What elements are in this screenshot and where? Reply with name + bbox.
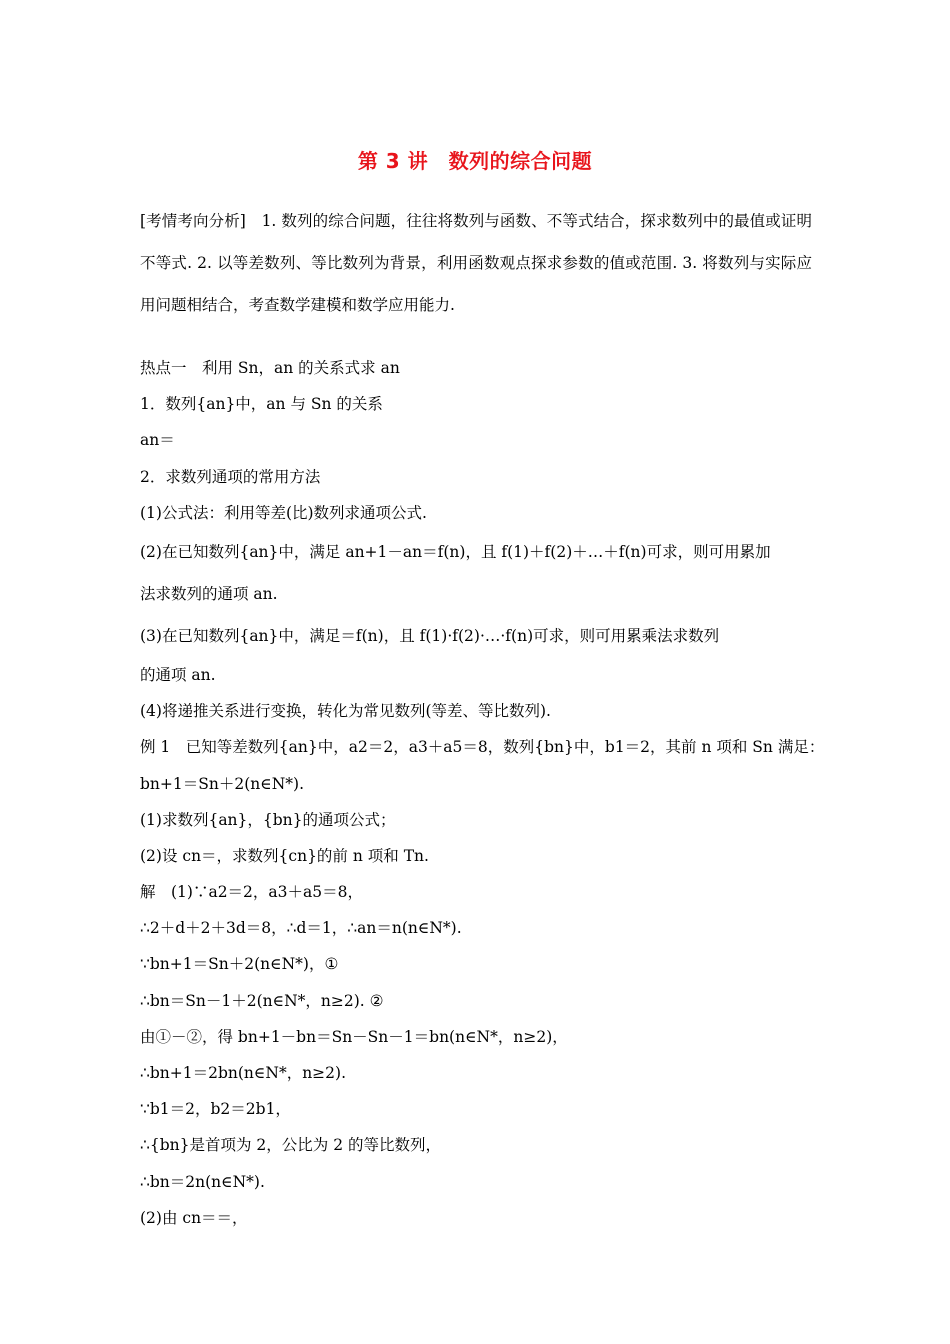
- page-title: 第 3 讲 数列的综合问题: [357, 149, 593, 173]
- text-line: (2)在已知数列{an}中，满足 an+1－an＝f(n)，且 f(1)＋f(2)＋…＋f(n)可求，则可用累加: [140, 542, 771, 561]
- formula-line: bn+1＝Sn＋2(n∈N*).: [140, 774, 305, 793]
- text-line: 法求数列的通项 an.: [140, 584, 278, 603]
- solution-line: (2)由 cn＝＝，: [140, 1208, 248, 1227]
- solution-line: ∵b1＝2，b2＝2b1，: [140, 1100, 291, 1119]
- section-heading: 热点一 利用 Sn，an 的关系式求 an: [140, 359, 400, 377]
- text-line: 的通项 an.: [140, 665, 216, 684]
- formula-line: an＝: [140, 431, 175, 450]
- text-line: (1)公式法：利用等差(比)数列求通项公式.: [140, 503, 427, 522]
- text-line: (3)在已知数列{an}中，满足＝f(n)，且 f(1)·f(2)·…·f(n)可求，则可用累乘法求数列: [140, 626, 720, 645]
- question-line: (1)求数列{an}，{bn}的通项公式；: [140, 810, 396, 829]
- question-line: (2)设 cn＝，求数列{cn}的前 n 项和 Tn.: [140, 846, 429, 865]
- solution-line: ∴bn+1＝2bn(n∈N*，n≥2).: [140, 1064, 347, 1082]
- text-line: 1．数列{an}中，an 与 Sn 的关系: [140, 395, 383, 414]
- exam-analysis-paragraph: [考情考向分析] 1. 数列的综合问题，往往将数列与函数、不等式结合，探求数列中的最值或证明不等式. 2. 以等差数列、等比数列为背景，利用函数观点探求参数的值或范围. 3. 将数列与实际应用问题相结合，考查数学建模和数学应用能力.: [140, 212, 812, 314]
- solution-line: 解 (1)∵a2＝2，a3＋a5＝8，: [140, 883, 363, 902]
- solution-line: ∴bn＝Sn－1＋2(n∈N*，n≥2). ②: [140, 991, 384, 1010]
- text-line: 2．求数列通项的常用方法: [140, 467, 321, 486]
- example-heading: 例 1 已知等差数列{an}中，a2＝2，a3＋a5＝8，数列{bn}中，b1＝2，其前 n 项和 Sn 满足：: [140, 738, 825, 757]
- lecture-content: [140, 350, 825, 1236]
- solution-line: 由①－②，得 bn+1－bn＝Sn－Sn－1＝bn(n∈N*，n≥2)，: [140, 1027, 568, 1046]
- solution-line: ∴2＋d＋2＋3d＝8，∴d＝1，∴an＝n(n∈N*).: [140, 919, 462, 938]
- text-line: (4)将递推关系进行变换，转化为常见数列(等差、等比数列).: [140, 702, 551, 721]
- solution-line: ∴bn＝2n(n∈N*).: [140, 1172, 265, 1191]
- solution-line: ∴{bn}是首项为 2，公比为 2 的等比数列，: [140, 1136, 441, 1155]
- solution-line: ∵bn+1＝Sn＋2(n∈N*)，①: [140, 955, 339, 974]
